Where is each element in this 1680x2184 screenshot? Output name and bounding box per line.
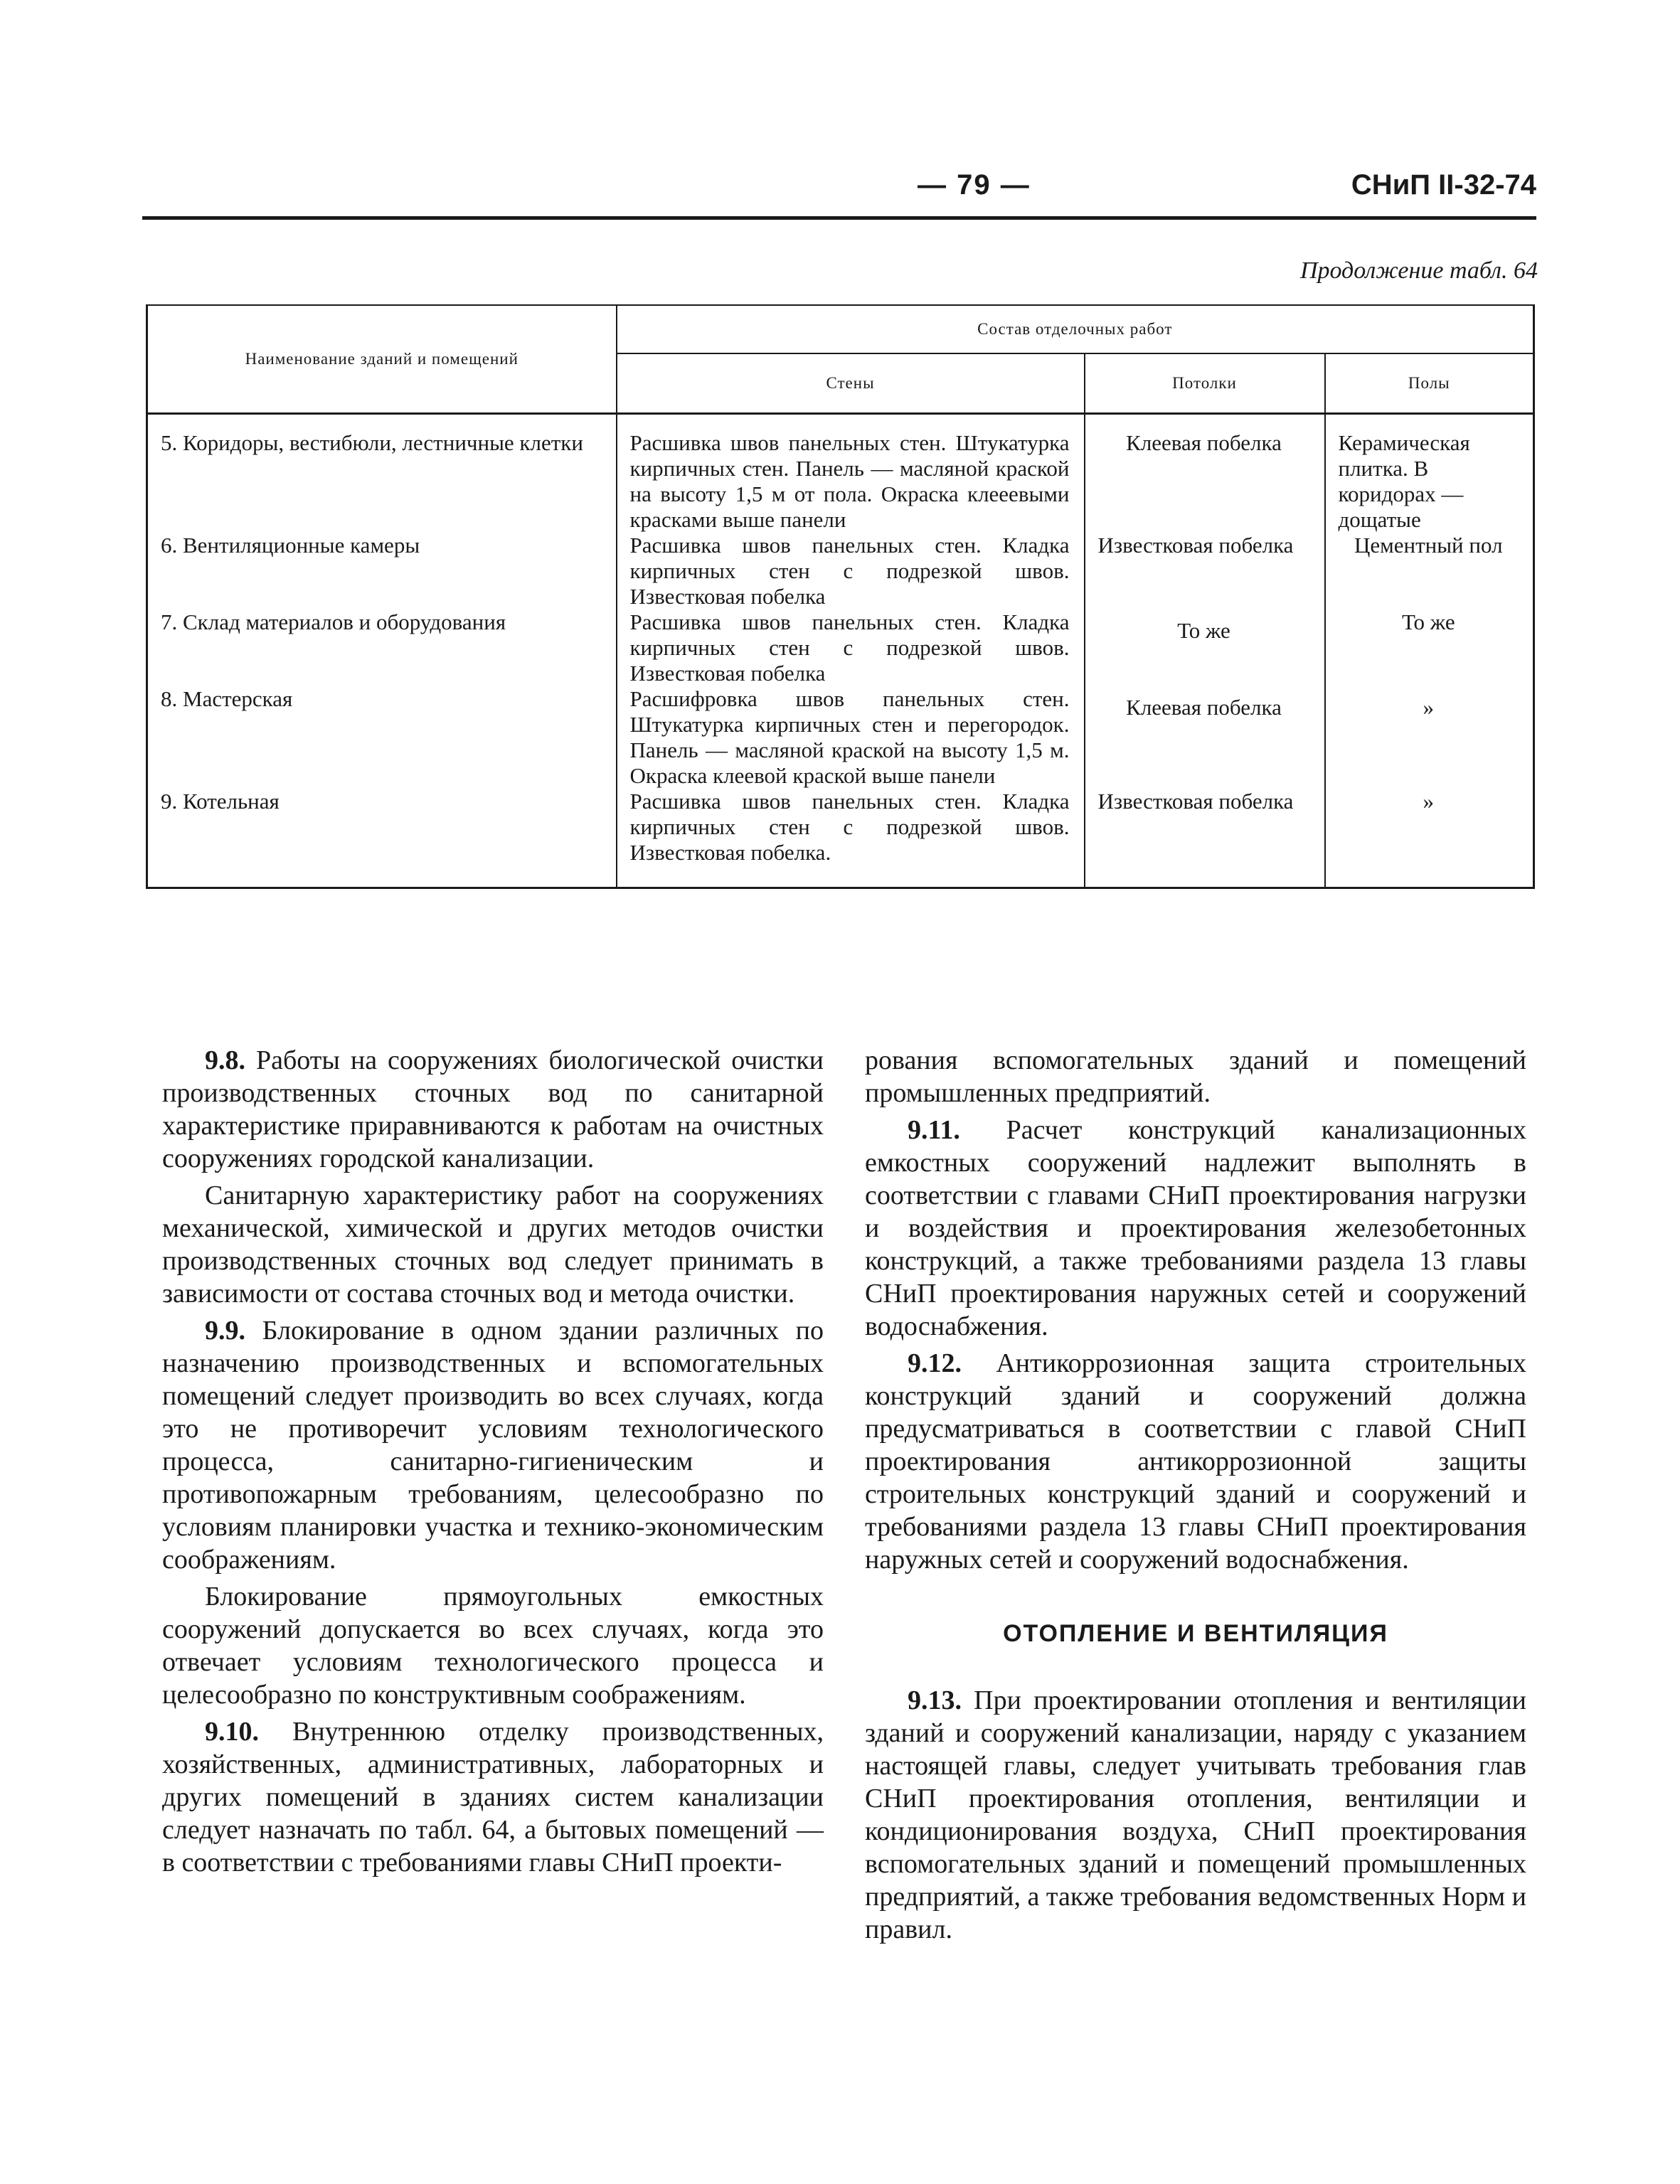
clause-number: 9.10. bbox=[205, 1717, 259, 1747]
table-row bbox=[147, 533, 1534, 609]
table-row bbox=[147, 686, 1534, 789]
row-name: 7. Склад материалов и оборудования bbox=[147, 609, 617, 686]
table-row bbox=[147, 789, 1534, 888]
header-ceilings: Потолки bbox=[1085, 353, 1325, 414]
paragraph-9-11 bbox=[865, 1114, 1526, 1343]
row-ceilings: Известковая побелка bbox=[1085, 533, 1325, 609]
paragraph-continuation: рования вспомогательных зданий и помещений промышленных предприятий. bbox=[865, 1045, 1526, 1108]
clause-text: Антикоррозионная защита строительных конструкций зданий и сооружений должна предусматриваться в соответствии с главой СНиП проектирования антикоррозионной защиты строительных конструкций зданий и сооружений и требованиями раздела 13 главы СНиП проектирования наружных сетей и сооружений водоснабжения. bbox=[865, 1348, 1526, 1575]
header-walls: Стены bbox=[617, 353, 1085, 414]
row-name: 8. Мастерская bbox=[147, 686, 617, 789]
header-name: Наименование зданий и помещений bbox=[147, 305, 617, 414]
row-ceilings: Клеевая побелка bbox=[1085, 414, 1325, 533]
clause-text: Расчет конструкций канализационных емкостных сооружений надлежит выполнять в соответствии с главами СНиП проектирования нагрузки и воздействия и проектирования железобетонных конструкций, а также требованиями раздела 13 главы СНиП проектирования наружных сетей и сооружений водоснабжения. bbox=[865, 1115, 1526, 1341]
table-caption: Продолжение табл. 64 bbox=[1299, 257, 1538, 284]
header-finishing-works: Состав отделочных работ bbox=[617, 305, 1534, 353]
clause-text: Блокирование в одном здании различных по назначению производственных и вспомогательных помещений следует производить во всех случаях, когда это не противоречит условиям технологического процесса, санитарно-гигиеническим и противопожарным требованиям, целесообразно по условиям планировки участка и технико-экономическим соображениям. bbox=[162, 1316, 824, 1575]
paragraph-9-12 bbox=[865, 1347, 1526, 1576]
table-row bbox=[147, 414, 1534, 533]
page-number: — 79 — bbox=[918, 169, 1031, 201]
row-walls: Расшивка швов панельных стен. Кладка кирпичных стен с подрезкой швов. Известковая побелка bbox=[617, 533, 1085, 609]
row-walls: Расшифровка швов панельных стен. Штукатурка кирпичных стен и перегородок. Панель — масляной краской на высоту 1,5 м. Окраска клеевой краской выше панели bbox=[617, 686, 1085, 789]
row-ceilings: Известковая побелка bbox=[1085, 789, 1325, 888]
paragraph-blocking: Блокирование прямоугольных емкостных сооружений допускается во всех случаях, когда это отвечает условиям технологического процесса и целесообразно по конструктивным соображениям. bbox=[162, 1582, 824, 1710]
header-rule bbox=[142, 216, 1536, 220]
finishing-works-table bbox=[146, 304, 1535, 889]
row-ceilings: То же bbox=[1085, 609, 1325, 686]
table-row bbox=[147, 609, 1534, 686]
clause-number: 9.8. bbox=[205, 1045, 245, 1075]
clause-number: 9.11. bbox=[908, 1115, 960, 1145]
row-walls: Расшивка швов панельных стен. Кладка кирпичных стен с подрезкой швов. Известковая побелка. bbox=[617, 789, 1085, 888]
header-floors: Полы bbox=[1325, 353, 1534, 414]
clause-number: 9.13. bbox=[908, 1685, 962, 1715]
clause-text: Работы на сооружениях биологической очистки производственных сточных вод по санитарной характеристике приравниваются к работам на очистных сооружениях городской канализации. bbox=[162, 1045, 824, 1173]
clause-text: Внутреннюю отделку производственных, хозяйственных, административных, лабораторных и других помещений в зданиях систем канализации следует назначать по табл. 64, а бытовых помещений — в соответствии с требованиями главы СНиП проекти- bbox=[162, 1717, 824, 1877]
row-walls: Расшивка швов панельных стен. Кладка кирпичных стен с подрезкой швов. Известковая побелка bbox=[617, 609, 1085, 686]
row-name: 6. Вентиляционные камеры bbox=[147, 533, 617, 609]
clause-text: При проектировании отопления и вентиляции зданий и сооружений канализации, наряду с указанием настоящей главы, следует учитывать требования глав СНиП проектирования отопления, вентиляции и кондиционирования воздуха, СНиП проектирования вспомогательных зданий и помещений промышленных предприятий, а также требования ведомственных Норм и правил. bbox=[865, 1685, 1527, 1944]
paragraph-9-13 bbox=[865, 1684, 1526, 1946]
left-column bbox=[162, 1044, 824, 1883]
row-floors: » bbox=[1325, 686, 1534, 789]
row-floors: » bbox=[1325, 789, 1534, 888]
right-column bbox=[865, 1044, 1526, 1950]
row-floors: Керамическая плитка. В коридорах — дощатые bbox=[1325, 414, 1534, 533]
clause-number: 9.12. bbox=[908, 1348, 962, 1378]
row-name: 9. Котельная bbox=[147, 789, 617, 888]
page-header bbox=[142, 169, 1536, 212]
paragraph-9-10 bbox=[162, 1715, 824, 1879]
paragraph-9-8 bbox=[162, 1044, 824, 1175]
row-floors: Цементный пол bbox=[1325, 533, 1534, 609]
paragraph-sanitary: Санитарную характеристику работ на сооружениях механической, химической и других методов очистки производственных сточных вод следует принимать в зависимости от состава сточных вод и метода очистки. bbox=[162, 1181, 824, 1309]
paragraph-9-9 bbox=[162, 1314, 824, 1576]
row-name: 5. Коридоры, вестибюли, лестничные клетки bbox=[147, 414, 617, 533]
document-code: СНиП II-32-74 bbox=[1351, 169, 1536, 201]
row-walls: Расшивка швов панельных стен. Штукатурка кирпичных стен. Панель — масляной краской на высоту 1,5 м от пола. Окраска клееевыми красками выше панели bbox=[617, 414, 1085, 533]
section-heading: ОТОПЛЕНИЕ И ВЕНТИЛЯЦИЯ bbox=[1003, 1620, 1388, 1647]
row-floors: То же bbox=[1325, 609, 1534, 686]
clause-number: 9.9. bbox=[205, 1316, 245, 1346]
row-ceilings: Клеевая побелка bbox=[1085, 686, 1325, 789]
